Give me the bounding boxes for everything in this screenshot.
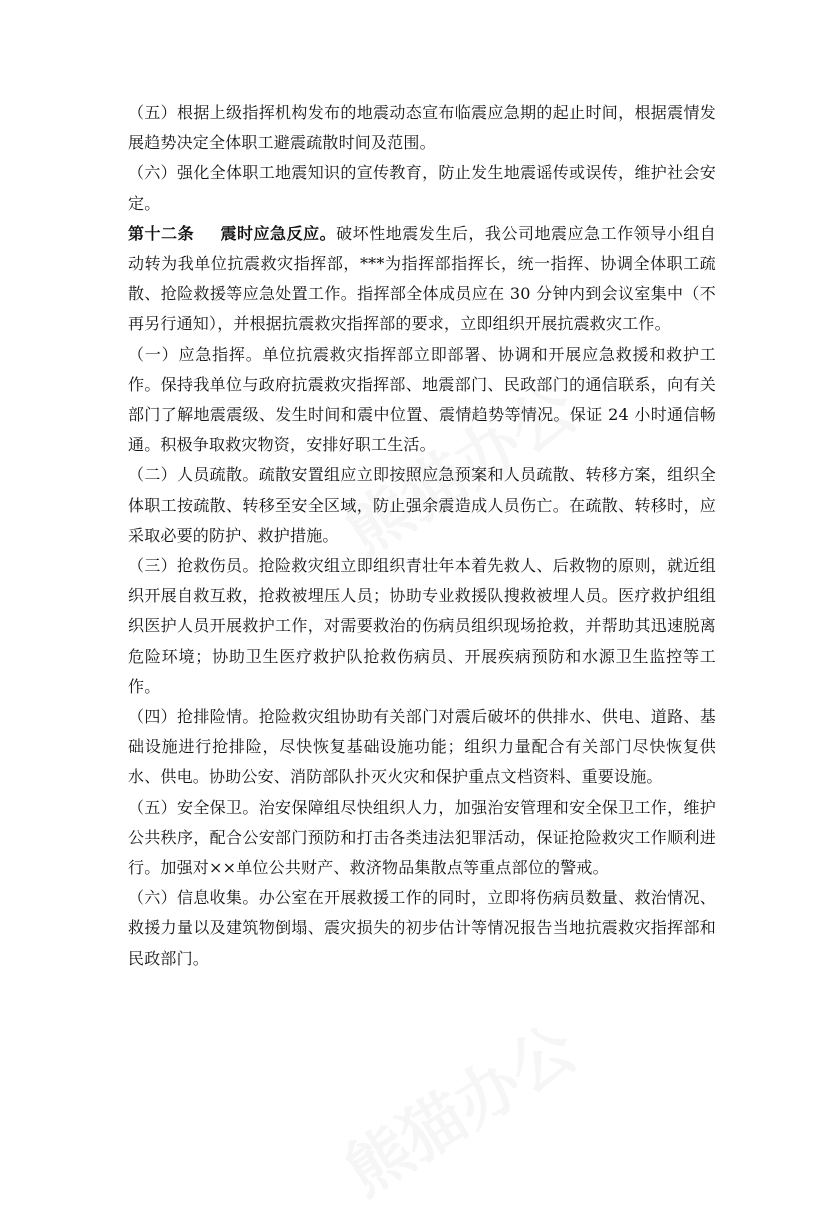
watermark-text-2 — [325, 999, 591, 1213]
paragraph-text: （四）抢排险情。抢险救灾组协助有关部门对震后破坏的供排水、供电、道路、基础设施进行抢排险，尽快恢复基础设施功能；组织力量配合有关部门尽快恢复供水、供电。协助公安、消防部队扑灭火灾和保护重点文档资料、重要设施。 — [128, 707, 716, 787]
article-number: 第十二条 — [128, 223, 195, 243]
paragraph-5-security — [128, 793, 716, 884]
paragraph-text: 破坏性地震发生后，我公司地震应急工作领导小组自动转为我单位抗震救灾指挥部，***为指挥部指挥长，统一指挥、协调全体职工疏散、抢险救援等应急处置工作。指挥部全体成员应在 30 分钟内到会议室集中（不再另行通知），并根据抗震救灾指挥部的要求，立即组织开展抗震救灾工作。 — [128, 223, 716, 334]
paragraph-text: （一）应急指挥。单位抗震救灾指挥部立即部署、协调和开展应急救援和救护工作。保持我单位与政府抗震救灾指挥部、地震部门、民政部门的通信联系，向有关部门了解地震震级、发生时间和震中位置、震情趋势等情况。保证 24 小时通信畅通。积极争取救灾物资，安排好职工生活。 — [128, 344, 716, 455]
paragraph-5-emergency-period — [128, 98, 716, 158]
paragraph-4-hazard — [128, 702, 716, 793]
paragraph-1-command — [128, 340, 716, 461]
paragraph-text: （三）抢救伤员。抢险救灾组立即组织青壮年本着先救人、后救物的原则，就近组织开展自救互救，抢救被埋压人员；协助专业救援队搜救被埋人员。医疗救护组组织医护人员开展救护工作，对需要救治的伤病员组织现场抢救，并帮助其迅速脱离危险环境；协助卫生医疗救护队抢救伤病员、开展疾病预防和水源卫生监控等工作。 — [128, 556, 716, 696]
paragraph-text: （五）安全保卫。治安保障组尽快组织人力，加强治安管理和安全保卫工作，维护公共秩序，配合公安部门预防和打击各类违法犯罪活动，保证抢险救灾工作顺利进行。加强对××单位公共财产、救济物品集散点等重点部位的警戒。 — [128, 797, 716, 878]
paragraph-6-education — [128, 158, 716, 218]
paragraph-6-information — [128, 883, 716, 974]
paragraph-text: （六）信息收集。办公室在开展救援工作的同时，立即将伤病员数量、救治情况、救援力量以及建筑物倒塌、震灾损失的初步估计等情况报告当地抗震救灾指挥部和民政部门。 — [128, 888, 716, 968]
article-title: 震时应急反应。 — [220, 223, 337, 243]
paragraph-2-evacuation — [128, 460, 716, 551]
article-12-paragraph — [128, 219, 716, 340]
document-body — [128, 98, 716, 974]
paragraph-3-rescue — [128, 551, 716, 702]
paragraph-text: （二）人员疏散。疏散安置组应立即按照应急预案和人员疏散、转移方案，组织全体职工按疏散、转移至安全区域，防止强余震造成人员伤亡。在疏散、转移时，应采取必要的防护、救护措施。 — [128, 465, 716, 545]
paragraph-text: （五）根据上级指挥机构发布的地震动态宣布临震应急期的起止时间，根据震情发展趋势决定全体职工避震疏散时间及范围。 — [128, 103, 716, 153]
paragraph-text: （六）强化全体职工地震知识的宣传教育，防止发生地震谣传或误传，维护社会安定。 — [128, 163, 716, 213]
